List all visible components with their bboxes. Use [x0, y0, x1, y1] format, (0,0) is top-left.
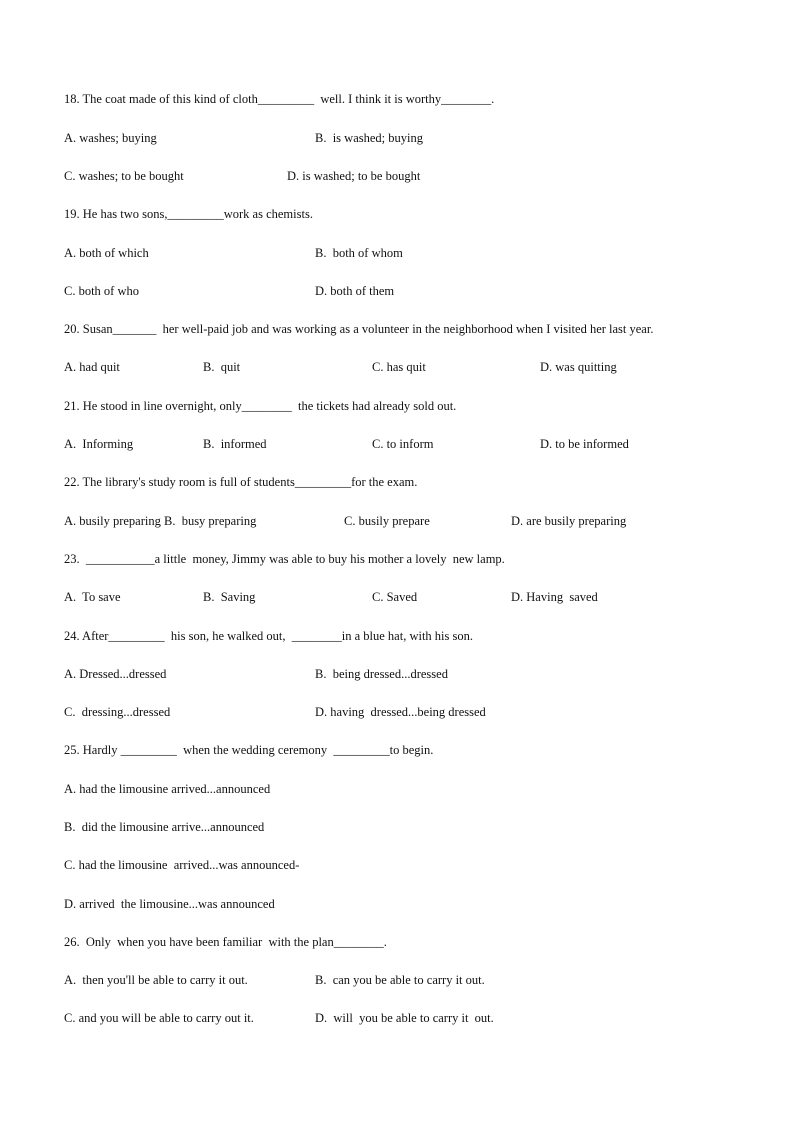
question-20-stem: 20. Susan_______ her well-paid job and was working as a volunteer in the neighborhood when I visited her last year. — [64, 322, 654, 336]
question-24-option-c: C. dressing...dressed — [64, 705, 171, 719]
question-25-stem: 25. Hardly _________ when the wedding ceremony _________to begin. — [64, 743, 434, 757]
question-18-option-a: A. washes; buying — [64, 131, 157, 145]
question-22-option-d: D. are busily preparing — [511, 514, 627, 528]
question-18-option-c: C. washes; to be bought — [64, 169, 184, 183]
question-26-option-a: A. then you'll be able to carry it out. — [64, 973, 248, 987]
question-24-option-a: A. Dressed...dressed — [64, 667, 167, 681]
question-22-stem: 22. The library's study room is full of students_________for the exam. — [64, 475, 418, 489]
question-23-option-a: A. To save — [64, 590, 121, 604]
question-20-option-c: C. has quit — [372, 360, 426, 374]
question-25-option-b: B. did the limousine arrive...announced — [64, 820, 265, 834]
question-21-option-d: D. to be informed — [540, 437, 629, 451]
question-24-stem: 24. After_________ his son, he walked out, ________in a blue hat, with his son. — [64, 629, 473, 643]
question-22-option-c: C. busily prepare — [344, 514, 430, 528]
question-23-option-c: C. Saved — [372, 590, 418, 604]
question-23-option-b: B. Saving — [203, 590, 256, 604]
question-25-option-d: D. arrived the limousine...was announced — [64, 897, 275, 911]
question-21-option-a: A. Informing — [64, 437, 134, 451]
question-26-option-b: B. can you be able to carry it out. — [315, 973, 485, 987]
question-24-option-d: D. having dressed...being dressed — [315, 705, 486, 719]
question-19-option-d: D. both of them — [315, 284, 395, 298]
question-19-option-a: A. both of which — [64, 246, 149, 260]
question-20-option-b: B. quit — [203, 360, 241, 374]
question-23-stem: 23. ___________a little money, Jimmy was able to buy his mother a lovely new lamp. — [64, 552, 505, 566]
question-18-option-d: D. is washed; to be bought — [287, 169, 421, 183]
question-20-option-d: D. was quitting — [540, 360, 617, 374]
question-21-option-b: B. informed — [203, 437, 267, 451]
question-24-option-b: B. being dressed...dressed — [315, 667, 448, 681]
question-23-option-d: D. Having saved — [511, 590, 598, 604]
question-21-option-c: C. to inform — [372, 437, 434, 451]
question-22-option-ab: A. busily preparing B. busy preparing — [64, 514, 257, 528]
question-19-option-b: B. both of whom — [315, 246, 403, 260]
question-21-stem: 21. He stood in line overnight, only________ the tickets had already sold out. — [64, 399, 457, 413]
question-26-stem: 26. Only when you have been familiar with the plan________. — [64, 935, 387, 949]
question-19-stem: 19. He has two sons,_________work as chemists. — [64, 207, 313, 221]
question-18-stem: 18. The coat made of this kind of cloth_________ well. I think it is worthy________. — [64, 92, 495, 106]
question-19-option-c: C. both of who — [64, 284, 139, 298]
question-26-option-c: C. and you will be able to carry out it. — [64, 1011, 254, 1025]
question-18-option-b: B. is washed; buying — [315, 131, 423, 145]
question-20-option-a: A. had quit — [64, 360, 120, 374]
question-25-option-a: A. had the limousine arrived...announced — [64, 782, 271, 796]
question-25-option-c: C. had the limousine arrived...was announced- — [64, 858, 300, 872]
question-26-option-d: D. will you be able to carry it out. — [315, 1011, 494, 1025]
